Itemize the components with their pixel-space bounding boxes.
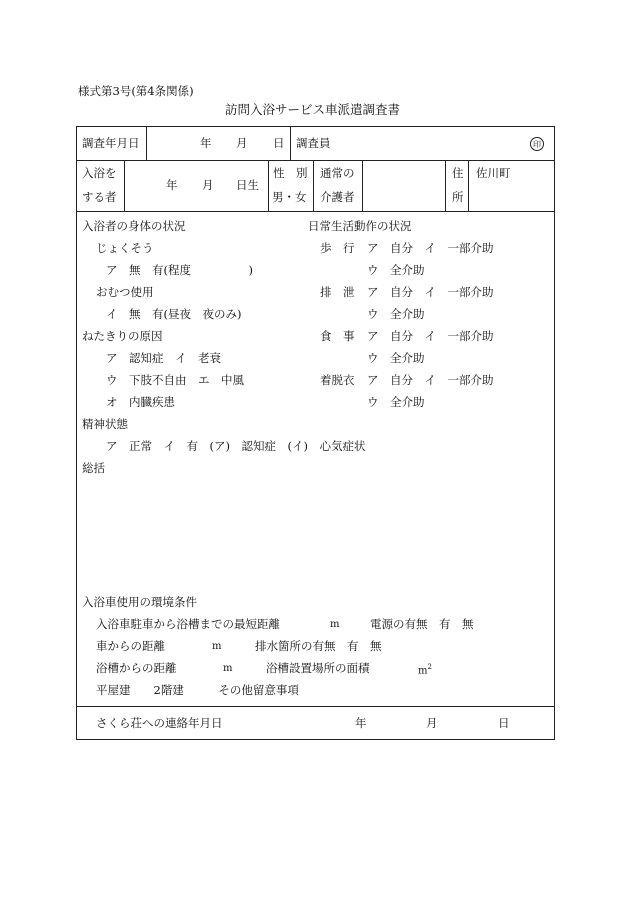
cause-options-1: ア 認知症 イ 老衰 — [106, 351, 221, 365]
mental-label: 精神状態 — [82, 417, 128, 431]
rule-person-bottom — [76, 211, 555, 212]
adl-dressing-label: 着脱衣 — [320, 373, 355, 387]
surveyor-label: 調査員 — [296, 136, 331, 150]
gender-label: 性 別 — [273, 166, 308, 180]
drain-availability: 排水箇所の有無 有 無 — [255, 639, 382, 653]
parking-distance-unit: m — [330, 619, 340, 630]
bathtub-area-label: 浴槽設置場所の面積 — [266, 661, 370, 675]
survey-date-label: 調査年月日 — [82, 136, 140, 150]
bathtub-distance-unit: m — [223, 663, 233, 674]
diaper-options: イ 無 有(昼夜 夜のみ) — [106, 307, 242, 321]
rule-v-h1 — [146, 126, 147, 160]
survey-year-label: 年 — [200, 136, 212, 150]
adl-walking-label: 歩 行 — [320, 241, 355, 255]
building-type-options: 平屋建 2階建 その他留意事項 — [96, 683, 299, 697]
address-value: 佐川町 — [476, 166, 511, 180]
rule-v-p6 — [468, 160, 469, 211]
adl-excretion-label: 排 泄 — [320, 285, 355, 299]
birth-year-label: 年 — [166, 178, 178, 192]
mental-options: ア 正常 イ 有 (ア) 認知症 (イ) 心気症状 — [106, 439, 366, 453]
rule-v-p5 — [445, 160, 446, 211]
caregiver-label-2: 介護者 — [320, 190, 355, 204]
adl-dressing-options: ア 自分 イ 一部介助 — [367, 373, 494, 387]
survey-day-label: 日 — [273, 136, 285, 150]
bather-label-1: 入浴を — [82, 166, 117, 180]
bedridden-label: ねたきりの原因 — [82, 329, 163, 343]
bather-label-2: する者 — [82, 190, 117, 204]
contact-month-label: 月 — [426, 716, 438, 730]
summary-label: 総括 — [82, 461, 105, 475]
birth-day-label: 日生 — [236, 178, 259, 192]
bedsore-label: じょくそう — [96, 241, 154, 255]
survey-month-label: 月 — [236, 136, 248, 150]
adl-excretion-full: ウ 全介助 — [367, 307, 425, 321]
adl-dressing-full: ウ 全介助 — [367, 395, 425, 409]
seal-icon: 印 — [530, 137, 544, 151]
adl-excretion-options: ア 自分 イ 一部介助 — [367, 285, 494, 299]
body-condition-heading: 入浴者の身体の状況 — [82, 219, 186, 233]
bedsore-options: ア 無 有(程度 ) — [106, 263, 253, 277]
cause-options-3: オ 内臓疾患 — [106, 395, 175, 409]
adl-eating-options: ア 自分 イ 一部介助 — [367, 329, 494, 343]
car-distance-label: 車からの距離 — [96, 639, 165, 653]
gender-options: 男・女 — [272, 190, 307, 204]
address-label-1: 住 — [452, 166, 464, 180]
rule-v-p4 — [362, 160, 363, 211]
rule-v-p2 — [268, 160, 269, 211]
contact-day-label: 日 — [498, 716, 510, 730]
page-title: 訪問入浴サービス車派遣調査書 — [225, 102, 401, 117]
contact-date-label: さくら荘への連絡年月日 — [96, 716, 223, 730]
rule-header-bottom — [76, 160, 555, 161]
adl-walking-full: ウ 全介助 — [367, 263, 425, 277]
area-unit-sq: 2 — [427, 663, 432, 671]
power-availability: 電源の有無 有 無 — [370, 617, 474, 631]
adl-walking-options: ア 自分 イ 一部介助 — [367, 241, 494, 255]
contact-year-label: 年 — [355, 716, 367, 730]
adl-eating-full: ウ 全介助 — [367, 351, 425, 365]
rule-footer-top — [76, 706, 555, 707]
parking-distance-label: 入浴車駐車から浴槽までの最短距離 — [96, 617, 280, 631]
birth-month-label: 月 — [202, 178, 214, 192]
bathtub-area-unit — [418, 664, 432, 676]
car-distance-unit: m — [212, 641, 222, 652]
rule-v-p3 — [313, 160, 314, 211]
rule-v-h2 — [290, 126, 291, 160]
diaper-label: おむつ使用 — [96, 285, 154, 299]
adl-eating-label: 食 事 — [320, 329, 355, 343]
rule-v-p1 — [124, 160, 125, 211]
adl-heading: 日常生活動作の状況 — [308, 219, 412, 233]
cause-options-2: ウ 下肢不自由 エ 中風 — [106, 373, 244, 387]
bathtub-distance-label: 浴槽からの距離 — [96, 661, 177, 675]
form-number: 様式第3号(第4条関係) — [78, 84, 194, 98]
address-label-2: 所 — [452, 190, 464, 204]
environment-heading: 入浴車使用の環境条件 — [82, 595, 197, 609]
caregiver-label-1: 通常の — [320, 166, 355, 180]
area-unit-m: m — [418, 665, 428, 677]
